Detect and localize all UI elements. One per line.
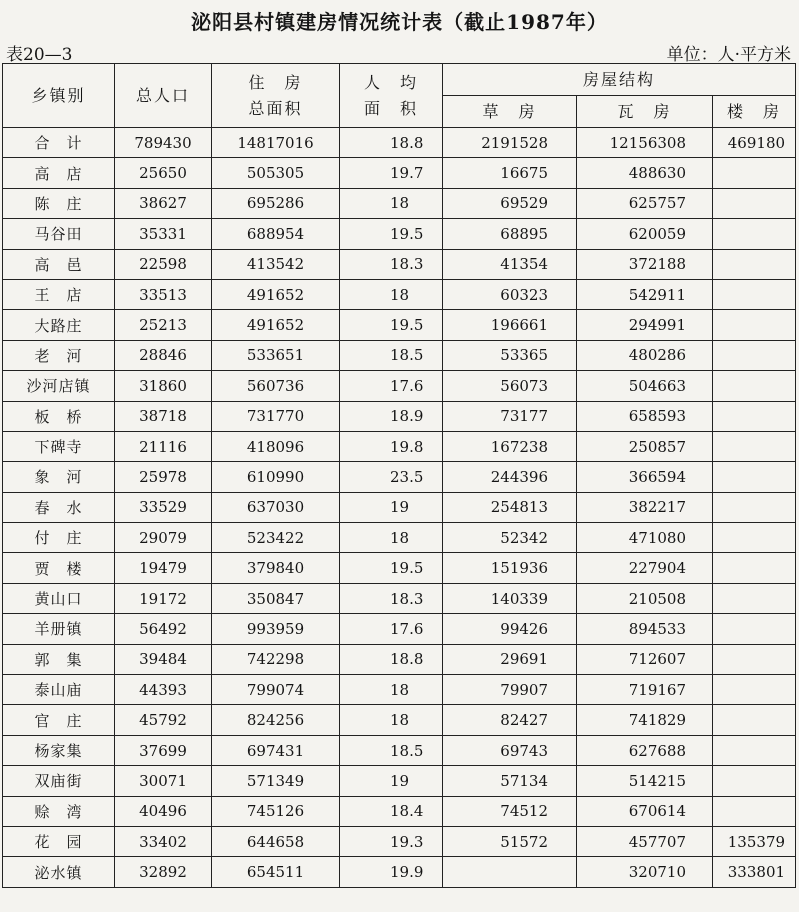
housing-area-cell: 695286 [212,188,340,218]
thatch-cell: 73177 [443,401,577,431]
building-cell [713,279,796,309]
thatch-cell: 69743 [443,735,577,765]
town-cell: 赊 湾 [3,796,115,826]
building-cell [713,431,796,461]
population-cell: 56492 [115,614,212,644]
thatch-cell: 69529 [443,188,577,218]
population-cell: 31860 [115,371,212,401]
population-cell: 21116 [115,431,212,461]
building-cell: 469180 [713,128,796,158]
building-cell [713,614,796,644]
building-cell [713,675,796,705]
building-cell [713,766,796,796]
population-cell: 19479 [115,553,212,583]
population-cell: 22598 [115,249,212,279]
per-capita-cell: 19.5 [340,310,443,340]
unit-label: 单位：人·平方米 [666,45,791,65]
thatch-cell: 53365 [443,340,577,370]
town-cell: 大路庄 [3,310,115,340]
housing-area-cell: 742298 [212,644,340,674]
tile-cell: 741829 [577,705,713,735]
building-cell [713,583,796,613]
town-cell: 马谷田 [3,219,115,249]
thatch-cell [443,857,577,887]
tile-cell: 670614 [577,796,713,826]
tile-cell: 620059 [577,219,713,249]
header-per-capita: 人 均 面 积 [340,64,443,128]
per-capita-cell: 19 [340,766,443,796]
table-row [3,523,796,553]
thatch-cell: 196661 [443,310,577,340]
town-cell: 高 店 [3,158,115,188]
housing-area-cell: 745126 [212,796,340,826]
table-row [3,735,796,765]
per-capita-cell: 18.5 [340,340,443,370]
table-row [3,492,796,522]
building-cell: 333801 [713,857,796,887]
population-cell: 35331 [115,219,212,249]
per-capita-cell: 18 [340,705,443,735]
building-cell [713,310,796,340]
table-row [3,644,796,674]
per-capita-cell: 18 [340,523,443,553]
building-cell [713,492,796,522]
population-cell: 30071 [115,766,212,796]
housing-area-cell: 654511 [212,857,340,887]
town-cell: 黄山口 [3,583,115,613]
building-cell [713,219,796,249]
population-cell: 40496 [115,796,212,826]
housing-area-cell: 413542 [212,249,340,279]
table-row [3,249,796,279]
building-cell [713,371,796,401]
tile-cell: 457707 [577,826,713,856]
town-cell: 高 邑 [3,249,115,279]
housing-area-cell: 571349 [212,766,340,796]
per-capita-cell: 19.7 [340,158,443,188]
per-capita-cell: 19.3 [340,826,443,856]
statistics-table [2,63,796,888]
tile-cell: 514215 [577,766,713,796]
per-capita-cell: 19.5 [340,553,443,583]
thatch-cell: 79907 [443,675,577,705]
thatch-cell: 56073 [443,371,577,401]
per-capita-cell: 18.4 [340,796,443,826]
building-cell [713,401,796,431]
town-cell: 官 庄 [3,705,115,735]
housing-area-cell: 993959 [212,614,340,644]
header-housing-area: 住 房 总面积 [212,64,340,128]
town-cell: 贾 楼 [3,553,115,583]
tile-cell: 471080 [577,523,713,553]
per-capita-cell: 19 [340,492,443,522]
per-capita-cell: 18.8 [340,644,443,674]
population-cell: 19172 [115,583,212,613]
header-structure: 房屋结构 [443,64,796,96]
table-row [3,401,796,431]
tile-cell: 719167 [577,675,713,705]
population-cell: 37699 [115,735,212,765]
header-tile: 瓦 房 [577,96,713,128]
population-cell: 39484 [115,644,212,674]
building-cell [713,644,796,674]
population-cell: 32892 [115,857,212,887]
thatch-cell: 68895 [443,219,577,249]
town-cell: 泌水镇 [3,857,115,887]
town-cell: 老 河 [3,340,115,370]
housing-area-cell: 350847 [212,583,340,613]
table-row [3,583,796,613]
page-title: 泌阳县村镇建房情况统计表（截止1987年） [191,10,608,34]
town-cell: 板 桥 [3,401,115,431]
table-row [3,462,796,492]
per-capita-cell: 17.6 [340,371,443,401]
housing-area-cell: 560736 [212,371,340,401]
housing-area-cell: 731770 [212,401,340,431]
population-cell: 33529 [115,492,212,522]
table-row [3,553,796,583]
thatch-cell: 2191528 [443,128,577,158]
per-capita-cell: 23.5 [340,462,443,492]
thatch-cell: 254813 [443,492,577,522]
population-cell: 33402 [115,826,212,856]
table-row [3,371,796,401]
building-cell [713,735,796,765]
table-row [3,675,796,705]
building-cell [713,553,796,583]
per-capita-cell: 19.9 [340,857,443,887]
thatch-cell: 60323 [443,279,577,309]
table-row [3,219,796,249]
per-capita-cell: 18.5 [340,735,443,765]
housing-area-cell: 637030 [212,492,340,522]
tile-cell: 372188 [577,249,713,279]
table-row [3,796,796,826]
building-cell [713,796,796,826]
per-capita-cell: 18.9 [340,401,443,431]
table-row [3,279,796,309]
housing-area-cell: 505305 [212,158,340,188]
housing-area-cell: 610990 [212,462,340,492]
thatch-cell: 244396 [443,462,577,492]
housing-area-cell: 523422 [212,523,340,553]
thatch-cell: 151936 [443,553,577,583]
tile-cell: 250857 [577,431,713,461]
tile-cell: 480286 [577,340,713,370]
population-cell: 33513 [115,279,212,309]
tile-cell: 488630 [577,158,713,188]
table-row [3,705,796,735]
tile-cell: 504663 [577,371,713,401]
header-town: 乡镇别 [3,64,115,128]
building-cell [713,340,796,370]
tile-cell: 382217 [577,492,713,522]
town-cell: 合 计 [3,128,115,158]
tile-cell: 658593 [577,401,713,431]
tile-cell: 366594 [577,462,713,492]
town-cell: 杨家集 [3,735,115,765]
town-cell: 下碑寺 [3,431,115,461]
housing-area-cell: 688954 [212,219,340,249]
thatch-cell: 140339 [443,583,577,613]
table-row [3,310,796,340]
thatch-cell: 41354 [443,249,577,279]
table-row [3,614,796,644]
per-capita-cell: 18.3 [340,583,443,613]
town-cell: 陈 庄 [3,188,115,218]
tile-cell: 210508 [577,583,713,613]
housing-area-cell: 533651 [212,340,340,370]
population-cell: 25978 [115,462,212,492]
population-cell: 38627 [115,188,212,218]
thatch-cell: 51572 [443,826,577,856]
per-capita-cell: 18.8 [340,128,443,158]
building-cell [713,705,796,735]
table-row [3,158,796,188]
thatch-cell: 167238 [443,431,577,461]
town-cell: 象 河 [3,462,115,492]
housing-area-cell: 824256 [212,705,340,735]
housing-area-cell: 379840 [212,553,340,583]
town-cell: 双庙街 [3,766,115,796]
table-row [3,340,796,370]
per-capita-cell: 17.6 [340,614,443,644]
town-cell: 沙河店镇 [3,371,115,401]
tile-cell: 320710 [577,857,713,887]
table-row [3,826,796,856]
population-cell: 28846 [115,340,212,370]
population-cell: 44393 [115,675,212,705]
town-cell: 王 店 [3,279,115,309]
housing-area-cell: 697431 [212,735,340,765]
thatch-cell: 52342 [443,523,577,553]
thatch-cell: 82427 [443,705,577,735]
housing-area-cell: 644658 [212,826,340,856]
table-row [3,188,796,218]
header-thatch: 草 房 [443,96,577,128]
building-cell [713,158,796,188]
thatch-cell: 57134 [443,766,577,796]
tile-cell: 294991 [577,310,713,340]
town-cell: 郭 集 [3,644,115,674]
town-cell: 付 庄 [3,523,115,553]
tile-cell: 625757 [577,188,713,218]
per-capita-cell: 18 [340,188,443,218]
town-cell: 春 水 [3,492,115,522]
header-row-1 [3,64,796,96]
header-building: 楼 房 [713,96,796,128]
tile-cell: 227904 [577,553,713,583]
tile-cell: 12156308 [577,128,713,158]
table-row [3,766,796,796]
town-cell: 泰山庙 [3,675,115,705]
population-cell: 25213 [115,310,212,340]
building-cell [713,523,796,553]
housing-area-cell: 491652 [212,279,340,309]
total-row [3,128,796,158]
thatch-cell: 99426 [443,614,577,644]
building-cell [713,249,796,279]
housing-area-cell: 418096 [212,431,340,461]
per-capita-cell: 18.3 [340,249,443,279]
tile-cell: 542911 [577,279,713,309]
housing-area-cell: 799074 [212,675,340,705]
town-cell: 羊册镇 [3,614,115,644]
population-cell: 789430 [115,128,212,158]
thatch-cell: 74512 [443,796,577,826]
town-cell: 花 园 [3,826,115,856]
header-population: 总人口 [115,64,212,128]
housing-area-cell: 14817016 [212,128,340,158]
population-cell: 25650 [115,158,212,188]
per-capita-cell: 19.5 [340,219,443,249]
tile-cell: 712607 [577,644,713,674]
per-capita-cell: 19.8 [340,431,443,461]
tile-cell: 627688 [577,735,713,765]
per-capita-cell: 18 [340,279,443,309]
housing-area-cell: 491652 [212,310,340,340]
table-number: 表20—3 [6,45,73,65]
building-cell [713,462,796,492]
population-cell: 38718 [115,401,212,431]
table-row [3,857,796,887]
thatch-cell: 29691 [443,644,577,674]
tile-cell: 894533 [577,614,713,644]
thatch-cell: 16675 [443,158,577,188]
population-cell: 29079 [115,523,212,553]
population-cell: 45792 [115,705,212,735]
building-cell [713,188,796,218]
building-cell: 135379 [713,826,796,856]
per-capita-cell: 18 [340,675,443,705]
table-row [3,431,796,461]
